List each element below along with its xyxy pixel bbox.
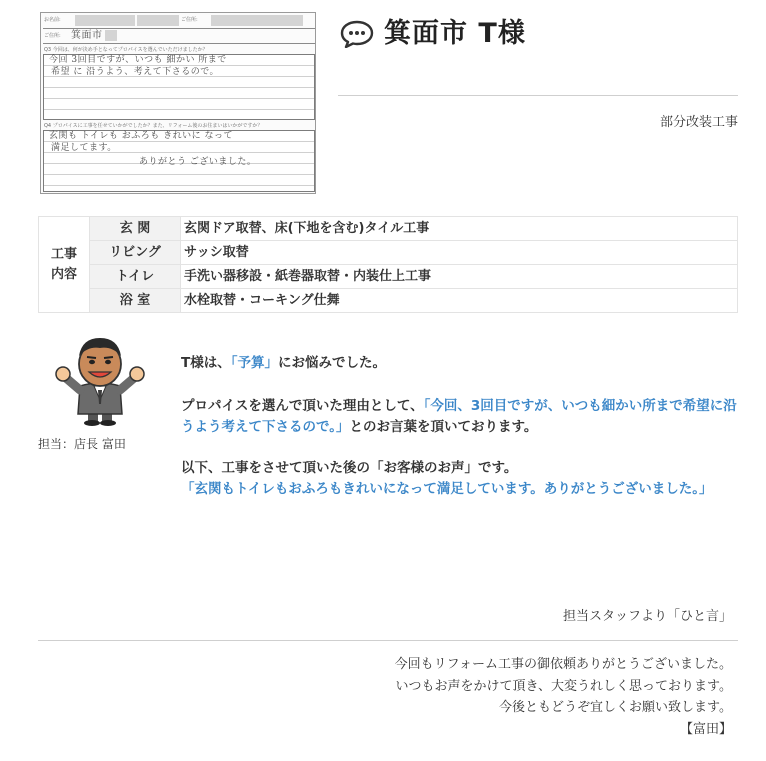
table-row xyxy=(39,217,738,241)
staff-comment: 今回もリフォーム工事の御依頼ありがとうございました。 いつもお声をかけて頂き、大変うれしく思っております。 今後ともどうぞ宜しくお願い致します。 【富田】 xyxy=(394,657,732,737)
highlight-text: 「予算」 xyxy=(230,355,278,371)
message-paragraph-3: 以下、工事をさせて頂いた後の「お客様のお声」です。 「玄関もトイレもおふろもきれいになって満足しています。ありがとうございました。」 xyxy=(181,458,741,500)
redacted-block xyxy=(75,15,135,26)
table-row xyxy=(39,265,738,289)
redacted-block xyxy=(211,15,303,26)
message-paragraph-2: プロパイスを選んで頂いた理由として、「今回、3回目ですが、いつも細かい所まで希望に沿うよう考えて下さるので。」とのお言葉を頂いております。 xyxy=(181,398,737,435)
staff-comment-heading: 担当スタッフより「ひと言」 xyxy=(562,609,732,624)
work-description: 手洗い器移設・紙巻器取替・内装仕上工事 xyxy=(181,265,738,289)
scan-answer-4-line1: 玄関も トイレも おふろも きれいに なって xyxy=(49,131,233,141)
header-divider xyxy=(338,95,738,96)
scan-name-label: お名前: xyxy=(44,17,61,23)
staff-caption: 担当：店長 富田 xyxy=(38,437,126,451)
speech-bubble-icon xyxy=(340,20,374,48)
scan-answer-4-line3: ありがとう ございました。 xyxy=(139,157,257,167)
work-content-heading: 工事 内容 xyxy=(39,217,90,313)
work-place: リビング xyxy=(90,241,181,265)
highlight-text: 「玄関もトイレもおふろもきれいになって満足しています。ありがとうございました。」 xyxy=(181,481,713,497)
questionnaire-scan-image xyxy=(40,12,316,194)
work-description: 玄関ドア取替、床(下地を含む)タイル工事 xyxy=(181,217,738,241)
scan-handwritten-city: 箕面市 xyxy=(71,30,103,41)
scan-divider xyxy=(43,28,315,29)
work-place: 玄 関 xyxy=(90,217,181,241)
redacted-block xyxy=(105,30,117,41)
scan-question-4: Q4 プロパイスに工事を任せていかがでしたか？また、リフォーム後のお住まいはいかがですか？ xyxy=(44,123,263,129)
scan-address-label-2: ご住所: xyxy=(44,33,61,39)
scan-answer-4-line2: 満足してます。 xyxy=(51,143,117,153)
scan-answer-3-line1: 今回 3回目ですが、いつも 細かい 所まで xyxy=(49,55,227,65)
message-paragraph-1: T様は、「予算」にお悩みでした。 xyxy=(181,355,386,371)
scan-question-3: Q3 今回は、何が決め手となってプロパイスを選んでいただけましたか？ xyxy=(44,47,208,53)
work-description: サッシ取替 xyxy=(181,241,738,265)
work-content-table xyxy=(38,216,738,313)
scan-divider xyxy=(43,43,315,44)
scan-address-label: ご住所: xyxy=(181,17,198,23)
highlight-text: 「今回、3回目ですが、いつも細かい所まで希望に沿うよう考えて下さるので。」 xyxy=(181,398,737,435)
staff-illustration xyxy=(52,330,148,426)
scan-answer-3-line2: 希望 に 沿うよう、考えて下さるので。 xyxy=(51,67,220,77)
work-description: 水栓取替・コーキング仕舞 xyxy=(181,289,738,313)
work-type-label: 部分改装工事 xyxy=(659,115,738,130)
redacted-block xyxy=(137,15,179,26)
work-place: トイレ xyxy=(90,265,181,289)
table-row xyxy=(39,241,738,265)
page-header xyxy=(340,16,526,52)
table-row xyxy=(39,289,738,313)
work-place: 浴 室 xyxy=(90,289,181,313)
page-title: 箕面市 T様 xyxy=(384,18,526,49)
footer-divider xyxy=(38,640,738,641)
